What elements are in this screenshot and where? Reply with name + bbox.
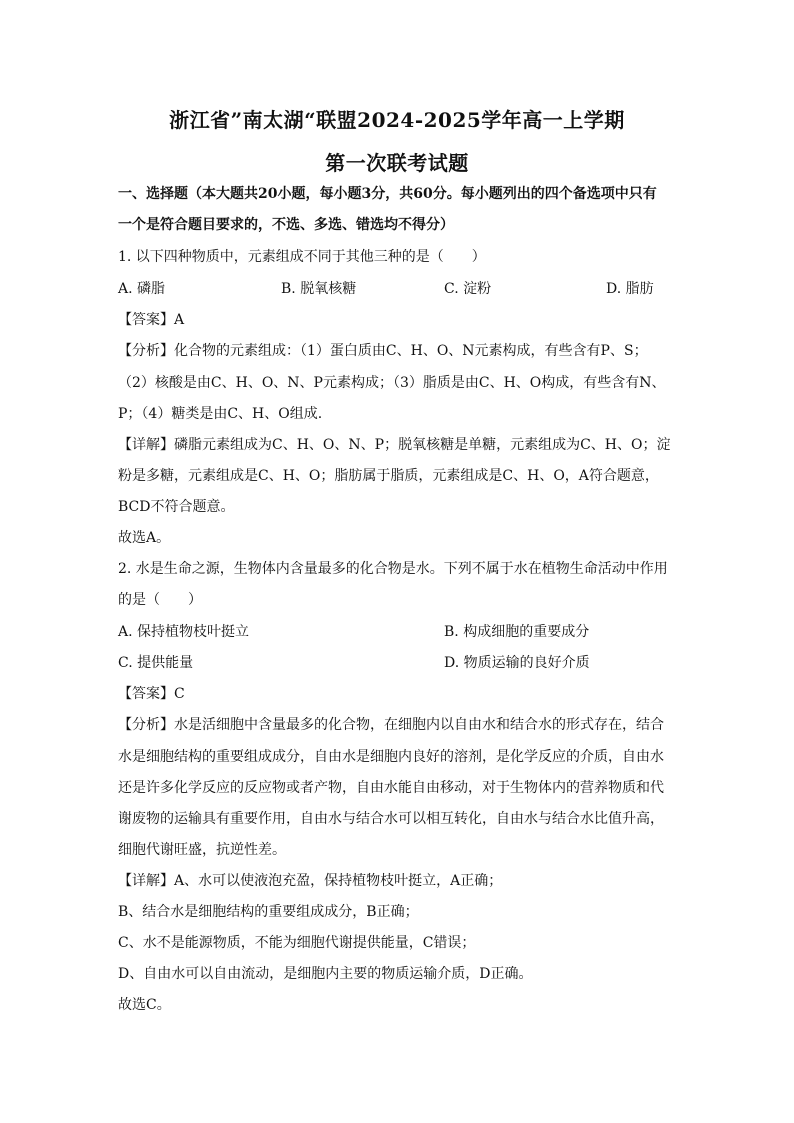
question-1-option-d: D. 脂肪 (606, 281, 654, 297)
question-2-analysis-line-2: 水是细胞结构的重要组成成分，自由水是细胞内良好的溶剂，是化学反应的介质，自由水 (118, 749, 664, 765)
question-2-answer: 【答案】C (118, 686, 185, 702)
section-heading-line-2: 一个是符合题目要求的，不选、多选、错选均不得分） (118, 217, 454, 233)
question-1-option-a: A. 磷脂 (118, 281, 166, 297)
question-2-analysis-line-1: 【分析】水是活细胞中含量最多的化合物，在细胞内以自由水和结合水的形式存在，结合 (118, 717, 664, 733)
question-2-detail-line-3: C、水不是能源物质，不能为细胞代谢提供能量，C错误； (118, 935, 476, 951)
question-1-option-b: B. 脱氧核糖 (281, 281, 357, 297)
question-2-option-d: D. 物质运输的良好介质 (444, 655, 590, 671)
question-1-analysis-line-2: （2）核酸是由C、H、O、N、P元素构成；（3）脂质是由C、H、O构成，有些含有N、 (118, 375, 666, 391)
question-1-analysis-line-3: P；（4）糖类是由C、H、O组成. (118, 406, 323, 422)
question-2-detail-line-2: B、结合水是细胞结构的重要组成成分，B正确； (118, 904, 419, 920)
question-2-option-b: B. 构成细胞的重要成分 (444, 624, 590, 640)
question-2-stem-line-1: 2. 水是生命之源，生物体内含量最多的化合物是水。下列不属于水在植物生命活动中作用 (118, 561, 668, 577)
question-1-detail-line-1: 【详解】磷脂元素组成为C、H、O、N、P；脱氧核糖是单糖，元素组成为C、H、O；淀 (118, 437, 671, 453)
question-2-stem-line-2: 的是（ ） (118, 592, 202, 608)
question-2-option-c: C. 提供能量 (118, 655, 194, 671)
question-1-option-c: C. 淀粉 (444, 281, 492, 297)
document-title-line-1: 浙江省”南太湖“联盟2024-2025学年高一上学期 (169, 108, 625, 132)
question-2-analysis-line-5: 细胞代谢旺盛，抗逆性差。 (118, 842, 286, 858)
question-1-detail-line-3: BCD不符合题意。 (118, 499, 235, 515)
question-1-analysis-line-1: 【分析】化合物的元素组成：（1）蛋白质由C、H、O、N元素构成，有些含有P、S； (118, 343, 648, 359)
question-2-detail-line-4: D、自由水可以自由流动，是细胞内主要的物质运输介质，D正确。 (118, 966, 533, 982)
question-2-detail-line-1: 【详解】A、水可以使液泡充盈，保持植物枝叶挺立，A正确； (118, 873, 503, 889)
question-2-analysis-line-3: 还是许多化学反应的反应物或者产物，自由水能自由移动，对于生物体内的营养物质和代 (118, 780, 664, 796)
question-2-analysis-line-4: 谢废物的运输具有重要作用，自由水与结合水可以相互转化，自由水与结合水比值升高， (118, 811, 664, 827)
section-heading-line-1: 一、选择题（本大题共20小题，每小题3分，共60分。每小题列出的四个备选项中只有 (118, 186, 657, 202)
question-2-option-a: A. 保持植物枝叶挺立 (118, 624, 250, 640)
document-title-line-2: 第一次联考试题 (325, 151, 469, 175)
question-1-stem: 1. 以下四种物质中，元素组成不同于其他三种的是（ ） (118, 249, 486, 265)
question-1-detail-line-2: 粉是多糖，元素组成是C、H、O；脂肪属于脂质，元素组成是C、H、O，A符合题意， (118, 468, 659, 484)
question-2-conclusion: 故选C。 (118, 997, 171, 1013)
question-1-conclusion: 故选A。 (118, 530, 171, 546)
question-1-answer: 【答案】A (118, 312, 185, 328)
